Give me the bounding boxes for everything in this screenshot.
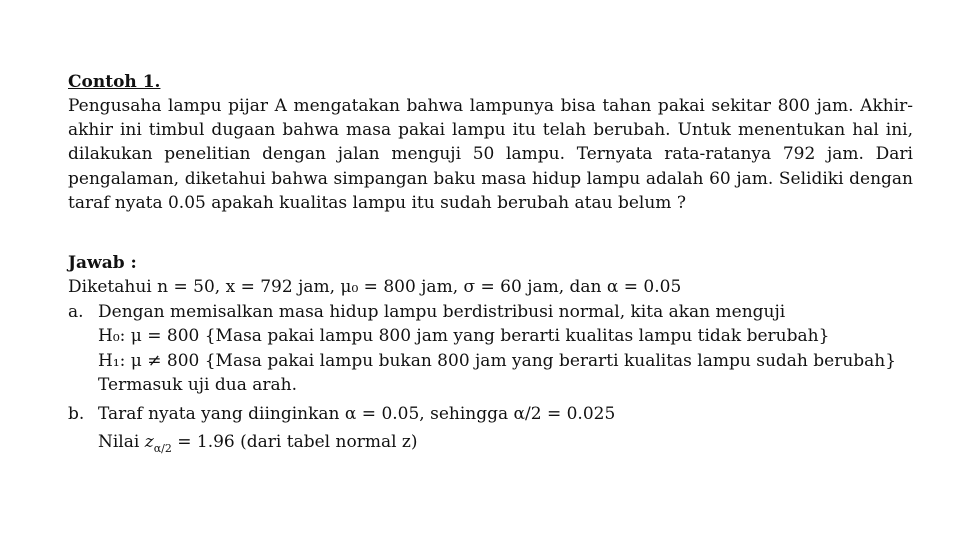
answer-heading: Jawab : xyxy=(68,253,137,273)
step-a-text: Dengan memisalkan masa hidup lampu berdistribusi normal, kita akan menguji xyxy=(98,302,786,322)
two-sided-note: Termasuk uji dua arah. xyxy=(98,375,298,395)
z-subscript: α/2 xyxy=(153,442,172,455)
example-title: Contoh 1. xyxy=(68,72,161,92)
step-a-label: a. xyxy=(68,302,84,322)
z-value: = 1.96 (dari tabel normal z) xyxy=(177,432,418,452)
alternative-hypothesis: H₁: μ ≠ 800 {Masa pakai lampu bukan 800 jam yang berarti kualitas lampu sudah berubah} xyxy=(98,351,897,371)
nilai-prefix: Nilai xyxy=(98,432,140,452)
critical-value-line xyxy=(98,430,418,456)
step-b-label: b. xyxy=(68,404,85,424)
z-symbol: z xyxy=(144,432,154,452)
problem-statement: Pengusaha lampu pijar A mengatakan bahwa lampunya bisa tahan pakai sekitar 800 jam. Akhir-akhir ini timbul dugaan bahwa masa pakai lampu itu telah berubah. Untuk menentukan hal ini, dilakukan penelitian dengan jalan menguji 50 lampu. Ternyata rata-ratanya 792 jam. Dari pengalaman, diketahui bahwa simpangan baku masa hidup lampu adalah 60 jam. Selidiki dengan taraf nyata 0.05 apakah kualitas lampu itu sudah berubah atau belum ? xyxy=(68,96,913,213)
null-hypothesis: H₀: μ = 800 {Masa pakai lampu 800 jam yang berarti kualitas lampu tidak berubah} xyxy=(98,326,830,346)
step-b-text: Taraf nyata yang diinginkan α = 0.05, sehingga α/2 = 0.025 xyxy=(98,404,616,424)
given-values: Diketahui n = 50, x = 792 jam, μ₀ = 800 jam, σ = 60 jam, dan α = 0.05 xyxy=(68,277,682,297)
